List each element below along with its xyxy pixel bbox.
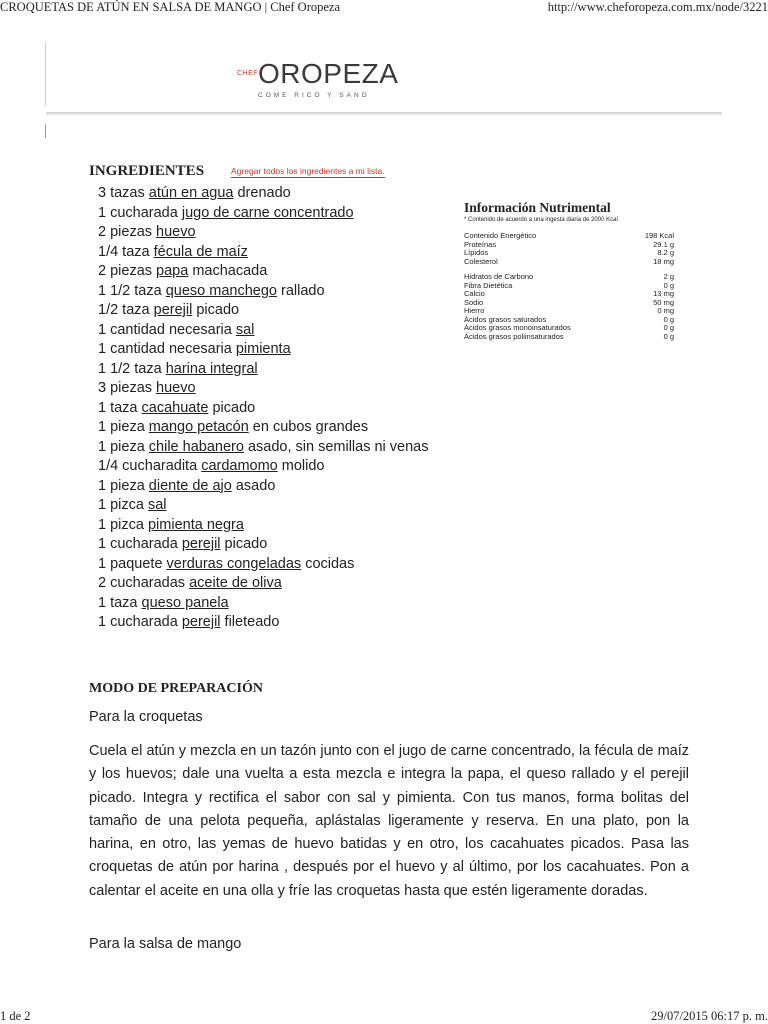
ingredient-link[interactable]: queso panela [141,594,229,611]
nutrition-label: Proteínas [464,239,497,249]
preparation-subheading-salsa: Para la salsa de mango [89,936,242,952]
ingredient-quantity: 2 piezas [98,224,157,240]
ingredient-link[interactable]: cacahuate [141,399,209,416]
ingredient-link[interactable]: cardamomo [201,458,278,474]
nutrition-table [464,232,674,341]
nutrition-row [464,241,674,250]
ingredient-quantity: 2 piezas [98,263,157,279]
logo-name: OROPEZA [258,58,399,89]
nutrition-label: Colesterol [464,256,498,266]
ingredient-note: picado [192,302,240,318]
ingredient-note: molido [277,458,325,474]
print-header-title: CROQUETAS DE ATÚN EN SALSA DE MANGO | Chef Oropeza [0,0,341,14]
nutrition-row [464,282,674,291]
ingredient-note: asado [231,477,276,494]
ingredient-note: drenado [233,185,291,201]
ingredient-quantity: 1 taza [98,594,142,611]
ingredient-item [98,574,433,594]
ingredient-item [98,418,433,438]
nutrition-label: Ácidos grasos saturados [464,314,547,324]
nutrition-value: 198 Kcal [644,231,674,240]
nutrition-note: * Contenido de acuerdo a una ingesta diaria de 2000 Kcal [464,217,618,223]
preparation-body: Cuela el atún y mezcla en un tazón junto con el jugo de carne concentrado, la fécula de maíz y los huevos; dale una vuelta a esta mezcla e integra la papa, el queso rallado y el perejil picado. Integra y rectifica el sabor con sal y pimienta. Con tus manos, forma bolitas del tamaño de una pelota pequeña, aplástalas ligeramente y reserva. En una plato, pon la harina, en otro, las yemas de huevo batidas y en otro, los cacahuates picados. Pasa las croquetas de atún por harina , después por el huevo y al último, por los cacahuates. Pon a calentar el aceite en una olla y fríe las croquetas hasta que estén ligeramente doradas. [89,743,689,899]
nutrition-value: 0 g [663,280,674,290]
nutrition-value: 0 g [663,331,674,341]
ingredient-link[interactable]: perejil [153,302,193,318]
ingredient-link[interactable]: diente de ajo [148,477,232,494]
nutrition-value: 2 g [663,272,674,281]
ingredient-quantity: 3 tazas [98,185,149,201]
ingredient-quantity: 1 pieza [98,438,149,455]
ingredient-link[interactable]: pimienta [235,341,291,357]
ingredient-quantity: 2 cucharadas [98,575,190,591]
ingredient-item [98,594,433,614]
ingredient-quantity: 1/2 taza [98,302,154,318]
preparation-subheading-croquetas: Para la croquetas [89,709,203,725]
ingredient-note: picado [220,536,268,552]
ingredient-link[interactable]: atún en agua [148,185,234,201]
nutrition-label: Fibra Dietética [464,280,513,290]
nutrition-label: Hidratos de Carbono [464,272,534,281]
ingredient-quantity: 1 cantidad necesaria [98,321,236,338]
nutrition-value: 0 g [663,314,674,324]
nutrition-label: Contenido Energético [464,231,537,240]
ingredient-link[interactable]: fécula de maíz [153,243,248,260]
ingredient-link[interactable]: huevo [156,224,196,240]
ingredient-quantity: 1 pizca [98,497,148,513]
ingredient-quantity: 1 1/2 taza [98,360,166,377]
ingredient-item [98,555,433,575]
ingredient-quantity: 1/4 cucharadita [98,458,202,474]
header-divider [46,112,722,116]
ingredient-link[interactable]: perejil [181,536,221,552]
ingredient-quantity: 1 paquete [98,555,167,572]
nutrition-row [464,258,674,267]
logo-tagline: COME RICO Y SANO [258,92,370,99]
nutrition-label: Hierro [464,306,485,315]
ingredients-list [98,184,433,633]
nutrition-row [464,333,674,342]
ingredient-item [98,516,433,536]
nutrition-label: Ácidos grasos monoinsaturados [464,323,571,332]
ingredient-quantity: 1 cantidad necesaria [98,341,236,357]
ingredient-link[interactable]: chile habanero [148,438,244,455]
nutrition-value: 29.1 g [653,239,674,249]
ingredient-link[interactable]: jugo de carne concentrado [181,204,354,221]
ingredient-link[interactable]: papa [156,263,189,279]
nutrition-value: 18 mg [653,256,674,266]
nutrition-label: Calcio [464,289,485,298]
ingredient-item [98,477,433,497]
ingredient-item [98,184,433,204]
ingredient-quantity: 1 cucharada [98,204,182,221]
ingredients-heading: INGREDIENTES [89,163,205,179]
nutrition-row [464,299,674,308]
ingredient-item [98,282,433,302]
nutrition-value: 50 mg [653,297,674,307]
ingredient-quantity: 1/4 taza [98,243,154,260]
ingredient-link[interactable]: mango petacón [148,419,249,435]
nutrition-heading: Información Nutrimental [464,200,611,215]
ingredient-note: fileteado [220,614,280,630]
ingredient-link[interactable]: huevo [156,380,196,396]
ingredient-quantity: 1 pieza [98,477,149,494]
preparation-heading: MODO DE PREPARACIÓN [89,681,263,696]
ingredient-item [98,360,433,380]
page-border-line [45,42,46,106]
ingredient-quantity: 1 pizca [98,516,148,533]
print-footer-datetime: 29/07/2015 06:17 p. m. [650,1009,768,1023]
ingredient-link[interactable]: verduras congeladas [166,555,302,572]
nutrition-value: 0 mg [657,306,674,315]
ingredient-note: rallado [276,282,325,299]
nutrition-value: 0 g [663,323,674,332]
ingredient-link[interactable]: perejil [181,614,221,630]
nutrition-value: 13 mg [653,289,674,298]
nutrition-row [464,290,674,299]
nutrition-label: Sodio [464,297,484,307]
ingredient-link[interactable]: aceite de oliva [189,575,282,591]
ingredient-item [98,223,433,243]
ingredient-link[interactable]: sal [235,321,255,338]
ingredient-quantity: 1 pieza [98,419,149,435]
ingredient-item [98,243,433,263]
ingredient-link[interactable]: harina integral [165,360,258,377]
ingredient-item [98,204,433,224]
ingredient-note: picado [208,399,256,416]
print-header-url: http://www.cheforopeza.com.mx/node/3221 [547,0,768,14]
ingredient-item [98,321,433,341]
ingredient-note: asado, sin semillas ni venas [243,438,429,455]
ingredient-item [98,301,433,321]
ingredient-quantity: 1 cucharada [98,614,182,630]
ingredient-note: machacada [188,263,268,279]
ingredient-item [98,340,433,360]
ingredient-link[interactable]: pimienta negra [147,516,244,533]
ingredient-item [98,613,433,633]
ingredient-quantity: 3 piezas [98,380,157,396]
nutrition-panel [464,200,678,341]
site-logo[interactable] [228,56,399,104]
ingredient-item [98,399,433,419]
ingredient-note: en cubos grandes [248,419,369,435]
ingredient-item [98,457,433,477]
ingredient-note: cocidas [301,555,355,572]
ingredient-item [98,262,433,282]
nutrition-label: Lípidos [464,248,489,257]
ingredient-item [98,535,433,555]
ingredient-link[interactable]: sal [147,497,167,513]
add-to-list-link[interactable]: Agregar todos los ingredientes a mi lista. [231,166,385,176]
page-border-line [45,124,46,138]
ingredient-quantity: 1 taza [98,399,142,416]
print-footer-page: 1 de 2 [0,1009,31,1023]
nutrition-label: Ácidos grasos poliinsaturados [464,331,564,341]
ingredient-item [98,496,433,516]
nutrition-row [464,266,674,282]
logo-chef-text: CHEF [237,70,259,77]
nutrition-value: 8.2 g [657,248,674,257]
ingredient-quantity: 1 cucharada [98,536,182,552]
ingredient-link[interactable]: queso manchego [165,282,277,299]
ingredient-quantity: 1 1/2 taza [98,282,166,299]
ingredient-item [98,379,433,399]
ingredient-item [98,438,433,458]
